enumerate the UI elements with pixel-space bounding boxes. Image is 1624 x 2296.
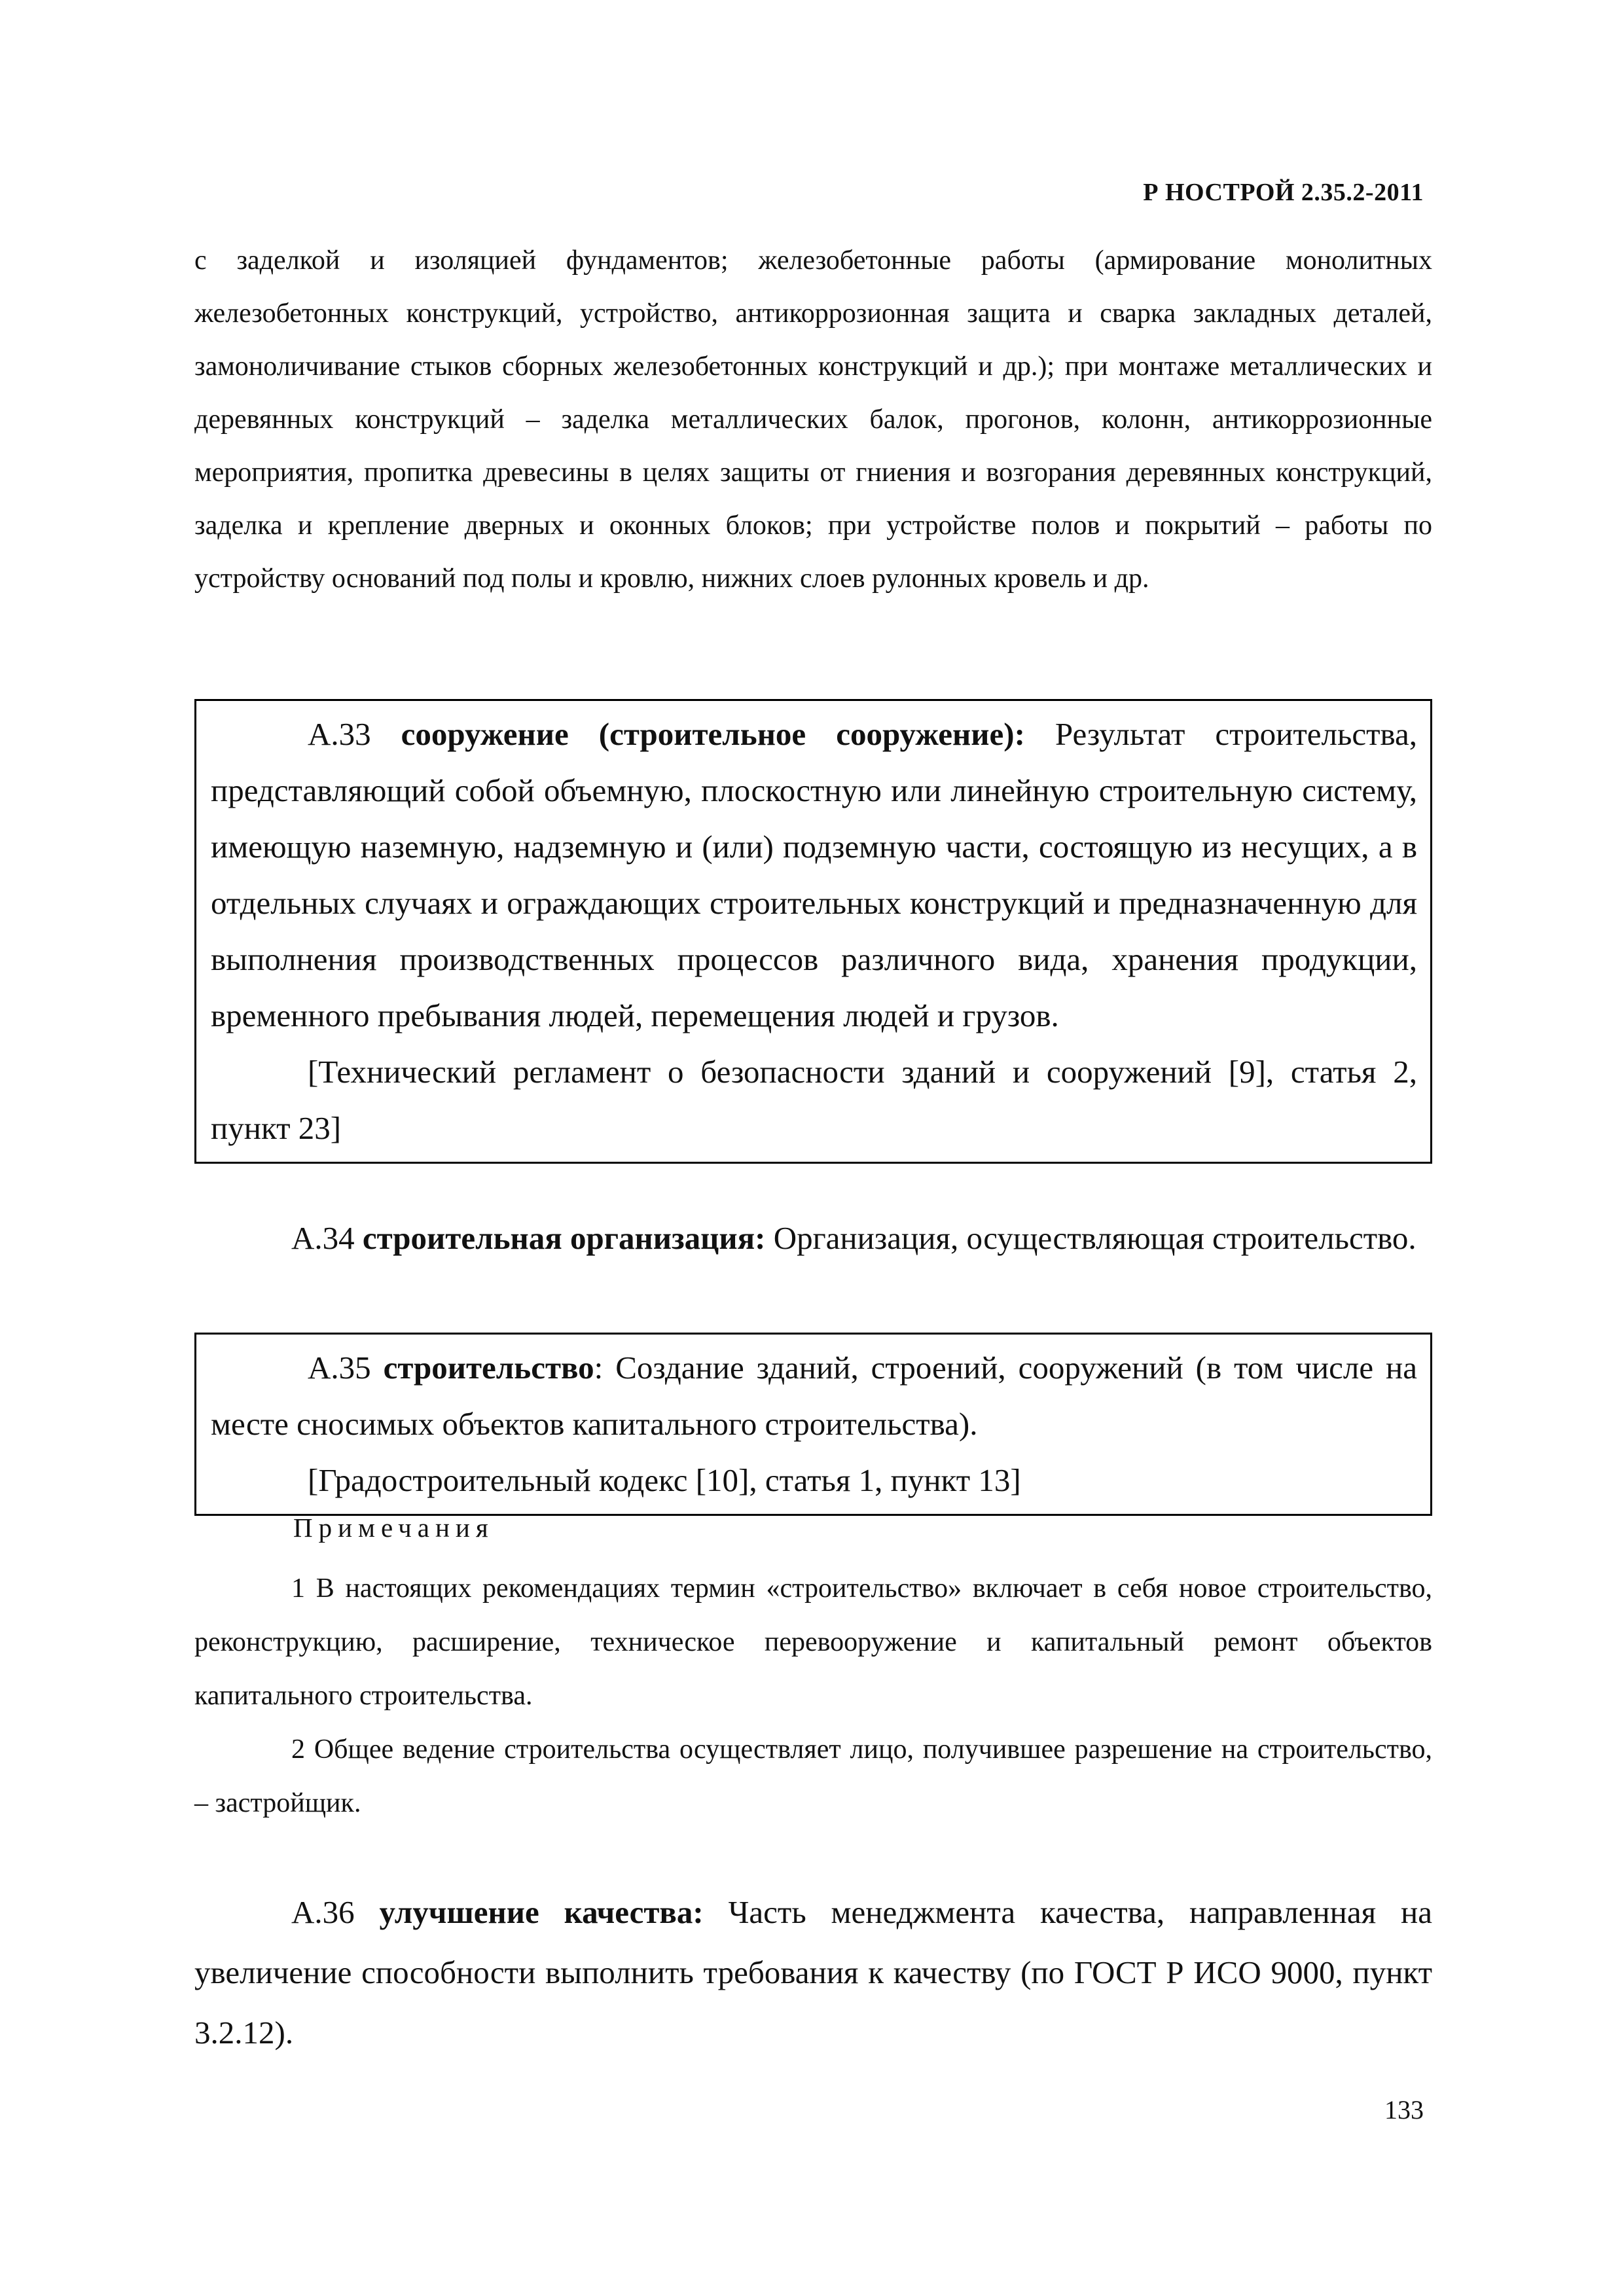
term-a33-definition [211,706,1417,1044]
term-a35-title: строительство [383,1350,594,1386]
note-item-2 [194,1723,1432,1830]
note-item-1-text: 1 В настоящих рекомендациях термин «строительство» включает в себя новое строительство, реконструкцию, расширение, техническое перевооружение и капитальный ремонт объектов капитального строительства. [194,1573,1432,1711]
term-a34-title: строительная организация: [362,1220,766,1256]
term-a34-text: Организация, осуществляющая строительство. [773,1220,1416,1256]
note-item-1 [194,1562,1432,1723]
note-item-2-text: 2 Общее ведение строительства осуществляет лицо, получившее разрешение на строительство, – застройщик. [194,1734,1432,1818]
term-box-a35 [194,1333,1432,1516]
term-a36-text: Часть менеджмента качества, направленная на увеличение способности выполнить требования к качеству (по ГОСТ Р ИСО 9000, пункт 3.2.12). [194,1894,1433,2051]
term-a34-number: А.34 [291,1220,355,1256]
notes-heading: Примечания [293,1513,494,1543]
intro-text: с заделкой и изоляцией фундаментов; железобетонные работы (армирование монолитных железобетонных конструкций, устройство, антикоррозионная защита и сварка закладных деталей, замоноличивание стыков сборных железобетонных конструкций и др.); при монтаже металлических и деревянных конструкций – заделка металлических балок, прогонов, колонн, антикоррозионные мероприятия, пропитка древесины в целях защиты от гниения и возгорания деревянных конструкций, заделка и крепление дверных и оконных блоков; при устройстве полов и покрытий – работы по устройству оснований под полы и кровлю, нижних слоев рулонных кровель и др. [194,245,1432,594]
term-a35-source [211,1452,1417,1509]
page-number: 133 [1384,2095,1424,2125]
term-a33-title: сооружение (строительное сооружение): [401,716,1025,752]
term-a36-number: А.36 [291,1894,355,1930]
term-a35-source-text: [Градостроительный кодекс [10], статья 1, пункт 13] [308,1462,1021,1498]
term-a36 [194,1882,1432,2063]
term-a33-number: А.33 [308,716,371,752]
term-a36-title: улучшение качества: [379,1894,704,1930]
document-code-header: Р НОСТРОЙ 2.35.2-2011 [1143,179,1424,206]
term-a35-definition [211,1340,1417,1452]
term-a33-text: Результат строительства, представляющий собой объемную, плоскостную или линейную строительную систему, имеющую наземную, надземную и (или) подземную части, состоящую из несущих, а в отдельных случаях и ограждающих строительных конструкций и предназначенную для выполнения производственных процессов различного вида, хранения продукции, временного пребывания людей, перемещения людей и грузов. [211,716,1418,1033]
term-a35-number: А.35 [308,1350,371,1386]
term-a34 [194,1212,1432,1265]
term-a33-source [211,1044,1417,1157]
term-box-a33 [194,699,1432,1164]
term-a35-text: : Создание зданий, строений, сооружений (в том числе на месте сносимых объектов капитального строительства). [211,1350,1417,1442]
intro-paragraph [194,234,1432,605]
term-a33-source-text: [Технический регламент о безопасности зданий и сооружений [9], статья 2, пункт 23] [211,1054,1417,1146]
